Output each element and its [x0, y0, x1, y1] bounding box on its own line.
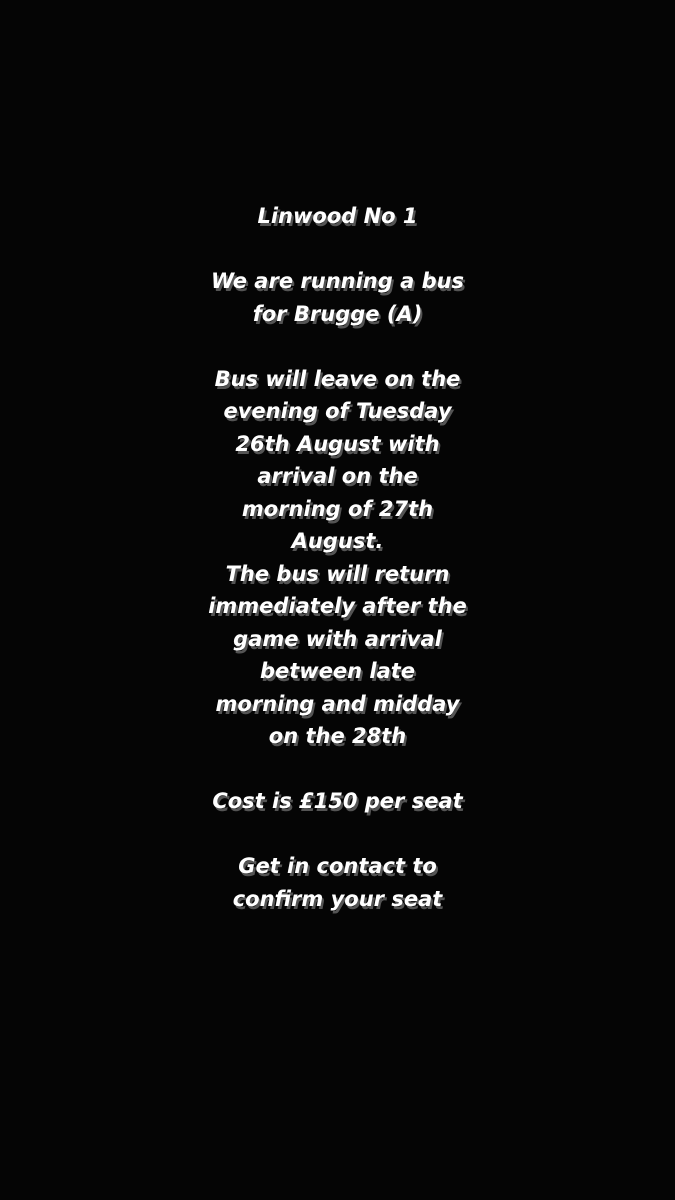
text-line: August. — [291, 529, 384, 553]
text-line: Bus will leave on the — [214, 366, 461, 391]
text-line: for Brugge (A) — [252, 301, 423, 326]
text-line: between late — [259, 659, 416, 683]
text-line: immediately after the — [208, 594, 467, 618]
spacer — [178, 753, 498, 786]
cta-line: confirm your seat — [232, 886, 443, 911]
story-title: Linwood No 1 — [257, 204, 418, 228]
story-text-block — [178, 200, 498, 915]
text-line: The bus will return — [225, 561, 450, 586]
text-line: 26th August with — [235, 431, 440, 456]
text-line: morning and midday — [215, 691, 460, 716]
text-line: on the 28th — [268, 724, 407, 748]
spacer — [178, 818, 498, 851]
spacer — [178, 233, 498, 266]
text-line: evening of Tuesday — [223, 399, 452, 423]
text-line: We are running a bus — [210, 269, 465, 293]
cost-line: Cost is £150 per seat — [212, 789, 463, 813]
spacer — [178, 330, 498, 363]
text-line: game with arrival — [233, 626, 442, 651]
cta-line: Get in contact to — [238, 854, 437, 878]
text-line: morning of 27th — [241, 496, 434, 521]
text-line: arrival on the — [257, 464, 418, 488]
